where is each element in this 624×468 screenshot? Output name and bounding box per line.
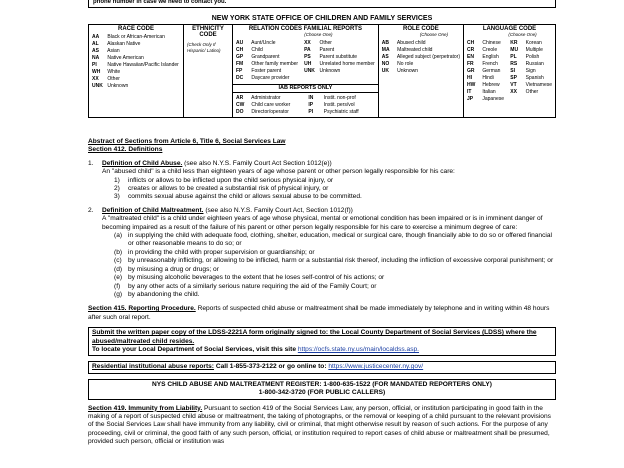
- role-code-row: [382, 47, 460, 54]
- relation-code-label: Grandparent: [250, 54, 280, 60]
- race-code-row: [92, 76, 180, 83]
- iab-code: CW: [236, 102, 245, 108]
- race-code-label: Native Hawaiian/Pacific Islander: [106, 62, 179, 68]
- iab-code-row: [308, 95, 374, 102]
- relation-code-row: [236, 68, 298, 75]
- language-code: GR: [466, 68, 475, 74]
- language-code-label: Multiple: [524, 47, 543, 53]
- language-code: KR: [510, 40, 518, 46]
- role-column: [378, 25, 463, 118]
- iab-code-row: [236, 109, 302, 116]
- law-abstract: [88, 138, 556, 447]
- definition-2-item-text: by unreasonably inflicting, or allowing to be inflicted, harm or a substantial risk thereof, including the infliction of excessive corporal punishment; or: [128, 257, 554, 265]
- section-415: [88, 305, 556, 322]
- language-code: RS: [510, 61, 518, 67]
- residential-text: Call 1-855-373-2122 or go online to:: [214, 363, 329, 371]
- race-code: XX: [92, 76, 99, 82]
- definition-2-item-text: by abandoning the child.: [128, 290, 200, 298]
- relation-code: CH: [236, 47, 244, 53]
- relation-code-label: Parent: [318, 47, 335, 53]
- relation-header: [236, 26, 375, 38]
- iab-header: IAB REPORTS ONLY: [233, 84, 378, 93]
- definition-2-item: [88, 249, 556, 257]
- iab-code-row: [236, 95, 302, 102]
- role-code-label: Unknown: [395, 68, 419, 74]
- relation-code: PS: [304, 54, 311, 60]
- definition-2-item-number: (a): [114, 232, 123, 240]
- language-code-label: Japanese: [480, 96, 505, 102]
- relation-code: UH: [304, 61, 312, 67]
- definition-2-item-number: (c): [114, 257, 122, 265]
- locate-ldss-text: To locate your Local Department of Social Services, visit this site: [92, 345, 298, 353]
- race-code-row: [92, 48, 180, 55]
- language-code: JP: [466, 96, 474, 102]
- section-419-title: Section 419. Immunity from Liability.: [88, 404, 203, 412]
- definition-2-item-number: (f): [114, 282, 121, 290]
- language-code-label: Korean: [524, 40, 542, 46]
- race-code: AA: [92, 34, 100, 40]
- relation-code-row: [304, 40, 375, 47]
- language-code-label: English: [480, 54, 499, 60]
- race-code-row: [92, 41, 180, 48]
- definition-1-reference: (see also N.Y.S. Family Court Act Section 1012(e)): [182, 159, 332, 167]
- relation-code-row: [236, 40, 298, 47]
- relation-code-row: [304, 68, 375, 75]
- section-412-title: Section 412. Definitions: [88, 146, 163, 154]
- language-header: [467, 26, 552, 38]
- iab-code: DO: [236, 109, 244, 115]
- language-code: PL: [510, 54, 517, 60]
- role-code-label: Abused child: [395, 40, 426, 46]
- race-code-row: [92, 34, 180, 41]
- relation-code: UNK: [304, 68, 315, 74]
- relation-code-label: Child: [250, 47, 263, 53]
- iab-code-row: [308, 109, 374, 116]
- iab-code: PI: [308, 109, 314, 115]
- role-code-label: No role: [395, 61, 414, 67]
- race-column: [89, 25, 184, 118]
- role-title: ROLE CODE: [403, 26, 439, 32]
- relation-code: PA: [304, 47, 311, 53]
- relation-code-row: [304, 47, 375, 54]
- section-419: [88, 405, 556, 447]
- role-code: MA: [381, 47, 390, 53]
- definition-2-reference: (see also N.Y.S. Family Court Act, Section 1012(f)): [203, 206, 353, 214]
- role-code-row: [382, 61, 460, 68]
- language-list-right: [510, 40, 552, 103]
- role-list: [382, 40, 460, 75]
- section-419-text: Pursuant to section 419 of the Social Services Law, any person, official, or institution participating in good faith in the making of a report of suspected child abuse or maltreatment, the taking of photographs, or the removal or keeping of a child pursuant to the relevant provisions of the Social Services Law shall have immunity from any liability, civil or criminal, that might otherwise result by reason of such actions. For the purpose of any proceeding, civil or criminal, the good faith of any such person, official, or institution required to report cases of child abuse or maltreatment shall be presumed, provided such person, official or institution was: [88, 404, 551, 446]
- ethnicity-header: ETHNICITY CODE: [192, 26, 224, 38]
- relation-code-row: [236, 61, 298, 68]
- language-choose: (Choose One): [508, 32, 537, 37]
- relation-code-label: Daycare provider: [250, 75, 290, 81]
- language-code: HW: [466, 82, 476, 88]
- definition-2-items: [88, 232, 556, 299]
- definition-1-item-number: 2): [114, 185, 120, 193]
- role-code: UK: [381, 68, 390, 74]
- relation-code-label: Parent substitute: [318, 54, 357, 60]
- definition-2-item: [88, 257, 556, 265]
- definition-1-title: Definition of Child Abuse.: [102, 159, 183, 167]
- language-code-label: Italian: [480, 89, 496, 95]
- language-code-row: [510, 68, 552, 75]
- iab-code-label: Instit. non-prof: [322, 95, 356, 101]
- language-code-label: Vietnamese: [524, 82, 552, 88]
- relation-list-left: [236, 40, 298, 82]
- race-code-label: Unknown: [106, 83, 129, 89]
- definition-1-intro: An "abused child" is a child less than eighteen years of age whose parent or other person legally responsible for his care:: [102, 168, 455, 176]
- race-code-label: Asian: [106, 48, 120, 54]
- race-code-label: Black or African-American: [106, 34, 165, 40]
- relation-code-row: [304, 61, 375, 68]
- race-code: AL: [92, 41, 99, 47]
- definition-2-item-text: in supplying the child with adequate food, clothing, shelter, education, medical or surgical care, though financially able to do so or offered financial or other reasonable means to do so; or: [128, 232, 552, 248]
- iab-code-row: [236, 102, 302, 109]
- language-code: CH: [466, 40, 475, 46]
- relation-code-row: [236, 54, 298, 61]
- race-code-row: [92, 69, 180, 76]
- iab-code-label: Director/operator: [250, 109, 289, 115]
- language-code: VT: [510, 82, 517, 88]
- language-code: HI: [466, 75, 472, 81]
- iab-code: IP: [308, 102, 314, 108]
- role-code-row: [382, 68, 460, 75]
- race-code-label: Native American: [106, 55, 144, 61]
- register-line-1: NYS CHILD ABUSE AND MALTREATMENT REGISTER: 1-800-635-1522 (FOR MANDATED REPORTERS ONLY): [152, 380, 492, 388]
- race-code-row: [92, 55, 180, 62]
- language-code-label: Russian: [524, 61, 544, 67]
- definition-1-items: [88, 177, 556, 202]
- relation-choose: (Choose One): [304, 32, 333, 37]
- language-code-row: [510, 82, 552, 89]
- definition-2-item-number: (d): [114, 265, 123, 273]
- role-code-row: [382, 40, 460, 47]
- definition-2-item-text: by misusing alcoholic beverages to the extent that he loses self-control of his actions; or: [128, 274, 385, 282]
- language-code-label: Hindi: [480, 75, 494, 81]
- definition-1-item-text: inflicts or allows to be inflicted upon the child serious physical injury, or: [128, 176, 334, 184]
- language-code-label: Polish: [524, 54, 540, 60]
- language-code: SP: [510, 75, 517, 81]
- register-box: [88, 379, 556, 400]
- relation-code-label: Other family member: [250, 61, 299, 67]
- language-code: FR: [466, 61, 474, 67]
- language-title: LANGUAGE CODE: [482, 26, 537, 32]
- submit-instructions: Submit the written paper copy of the LDSS-2221A form originally signed to: the Local County Department of Social Services (LDSS) where the abused/maltreated child resides.: [92, 329, 537, 345]
- relation-list-right: [304, 40, 375, 82]
- language-column: [463, 25, 555, 118]
- section-415-title: Section 415. Reporting Procedure.: [88, 305, 196, 313]
- language-code-row: [467, 61, 504, 68]
- contact-note-box: [88, 0, 556, 8]
- language-code-row: [467, 89, 504, 96]
- definition-2-item-text: by misusing a drug or drugs; or: [128, 265, 219, 273]
- ldss-link[interactable]: https://ocfs.state.ny.us/main/localdss.asp.: [297, 345, 420, 353]
- race-code: PI: [92, 62, 97, 68]
- ethnicity-note: (Check Only If Hispanic/ Latino): [187, 42, 221, 53]
- language-code: IT: [466, 89, 472, 95]
- iab-code: AR: [236, 95, 244, 101]
- relation-code: GP: [236, 54, 244, 60]
- language-code-row: [510, 89, 552, 96]
- definition-2-item: [88, 283, 556, 291]
- language-code-row: [510, 40, 552, 47]
- definition-2-title: Definition of Child Maltreatment.: [102, 206, 204, 214]
- locate-ldss: [92, 346, 552, 354]
- relation-codes: [236, 40, 375, 82]
- iab-codes: [236, 95, 375, 116]
- iab-code-row: [308, 102, 374, 109]
- language-code: CR: [466, 47, 475, 53]
- definition-1-item-number: 3): [114, 193, 120, 201]
- language-code-row: [510, 54, 552, 61]
- role-header: [382, 26, 460, 38]
- residential-box: [88, 361, 556, 373]
- relation-code: XX: [304, 40, 311, 46]
- language-code-row: [467, 54, 504, 61]
- language-code-label: Hebrew: [480, 82, 500, 88]
- ethnicity-column: [184, 25, 233, 118]
- race-code-label: Other: [106, 76, 120, 82]
- language-code-label: Chinese: [480, 40, 501, 46]
- definition-2-item-number: (g): [114, 290, 123, 298]
- definition-2-item: [88, 274, 556, 282]
- relation-column: [233, 25, 379, 118]
- language-code-row: [467, 68, 504, 75]
- race-list: [92, 34, 180, 90]
- justice-center-link[interactable]: https://www.justicecenter.ny.gov/: [328, 363, 424, 371]
- language-code-row: [467, 82, 504, 89]
- race-header: RACE CODE: [117, 26, 154, 32]
- language-code-row: [467, 47, 504, 54]
- section-415-text: Reports of suspected child abuse or maltreatment shall be made immediately by telephone and in writing within 48 hours after such oral report.: [88, 305, 550, 321]
- language-code-row: [510, 47, 552, 54]
- relation-code-row: [304, 54, 375, 61]
- role-choose: (Choose One): [419, 32, 449, 37]
- definition-1-item-number: 1): [114, 176, 120, 184]
- race-code: UNK: [92, 83, 103, 89]
- relation-code-label: Aunt/Uncle: [250, 40, 276, 46]
- relation-code-row: [236, 47, 298, 54]
- relation-code-label: Foster parent: [250, 68, 282, 74]
- race-code: WH: [92, 69, 101, 75]
- iab-code-label: Instit. pers/vol: [322, 102, 355, 108]
- role-code: NO: [381, 61, 390, 67]
- role-code-label: Alleged subject (perpetrator): [395, 54, 460, 60]
- codes-title: NEW YORK STATE OFFICE OF CHILDREN AND FAMILY SERVICES: [211, 15, 433, 22]
- language-code-row: [510, 61, 552, 68]
- language-code-label: Sign: [524, 68, 536, 74]
- definition-2-item-text: by any other acts of a similarly serious nature requiring the aid of the Family Court; or: [128, 282, 377, 290]
- language-codes: [467, 40, 552, 103]
- language-code-row: [510, 75, 552, 82]
- iab-code-label: Child care worker: [250, 102, 291, 108]
- residential-label: Residential institutional abuse reports:: [92, 363, 215, 371]
- language-code: XX: [510, 89, 517, 95]
- iab-list-left: [236, 95, 302, 116]
- iab-code: IN: [308, 95, 314, 101]
- register-line-2: 1-800-342-3720 (FOR PUBLIC CALLERS): [258, 389, 386, 397]
- definition-2-number: 2.: [88, 206, 94, 214]
- race-code: AS: [92, 48, 99, 54]
- language-code-label: Other: [524, 89, 539, 95]
- definition-1-number: 1.: [88, 159, 94, 167]
- role-code: AS: [381, 54, 389, 60]
- iab-list-right: [308, 95, 374, 116]
- language-code-label: French: [480, 61, 498, 67]
- language-code-row: [467, 75, 504, 82]
- definition-1-item: [88, 185, 556, 193]
- relation-code: FP: [236, 68, 243, 74]
- definition-1-item-text: creates or allows to be created a substantial risk of physical injury, or: [128, 185, 329, 193]
- codes-table: [88, 24, 556, 118]
- race-code-label: Alaskan Native: [106, 41, 141, 47]
- race-code-row: [92, 62, 180, 69]
- definition-2-item: [88, 266, 556, 274]
- definition-2: [88, 207, 556, 215]
- role-code-row: [382, 54, 460, 61]
- relation-code: FM: [236, 61, 244, 67]
- definition-1-item: [88, 193, 556, 201]
- relation-code: DC: [236, 75, 244, 81]
- definition-2-intro: A "maltreated child" is a child under eighteen years of age whose physical, mental or emotional condition has been impaired or is in imminent danger of becoming impaired as a result of the failure of his parent or other person legally responsible for his care to exercise a minimum degree of care:: [102, 215, 543, 231]
- race-code-label: White: [106, 69, 121, 75]
- relation-code-row: [236, 75, 298, 82]
- language-code: SI: [510, 68, 516, 74]
- language-code: EN: [466, 54, 474, 60]
- language-code-row: [467, 40, 504, 47]
- definition-2-item-number: (b): [114, 248, 123, 256]
- iab-code-label: Administrator: [250, 95, 281, 101]
- definition-1: [88, 160, 556, 168]
- language-code-row: [467, 96, 504, 103]
- race-code-row: [92, 83, 180, 90]
- definition-1-item: [88, 177, 556, 185]
- relation-code-label: Other: [318, 40, 332, 46]
- language-code-label: Creole: [480, 47, 498, 53]
- relation-title: RELATION CODES FAMILIAL REPORTS: [248, 26, 362, 32]
- race-code: NA: [92, 55, 100, 61]
- definition-2-item: [88, 291, 556, 299]
- role-code-label: Maltreated child: [395, 47, 433, 53]
- relation-code-label: Unknown: [318, 68, 341, 74]
- definition-2-item-number: (e): [114, 274, 123, 282]
- language-code-label: German: [480, 68, 501, 74]
- role-code: AB: [381, 40, 390, 46]
- definition-2-item: [88, 232, 556, 249]
- iab-code-label: Psychiatric staff: [322, 109, 359, 115]
- definition-1-item-text: commits sexual abuse against the child or allows sexual abuse to be committed.: [128, 193, 362, 201]
- abstract-title: Abstract of Sections from Article 6, Title 6, Social Services Law: [88, 138, 286, 145]
- definition-2-item-text: in providing the child with proper supervision or guardianship; or: [128, 248, 315, 256]
- language-code: MU: [510, 47, 519, 53]
- relation-code: AU: [236, 40, 244, 46]
- relation-code-label: Unrelated home member: [318, 61, 375, 67]
- submit-box: [88, 327, 556, 356]
- language-list-left: [467, 40, 504, 103]
- contact-note: phone number in case we need to contact you.: [93, 0, 227, 5]
- language-code-label: Spanish: [524, 75, 544, 81]
